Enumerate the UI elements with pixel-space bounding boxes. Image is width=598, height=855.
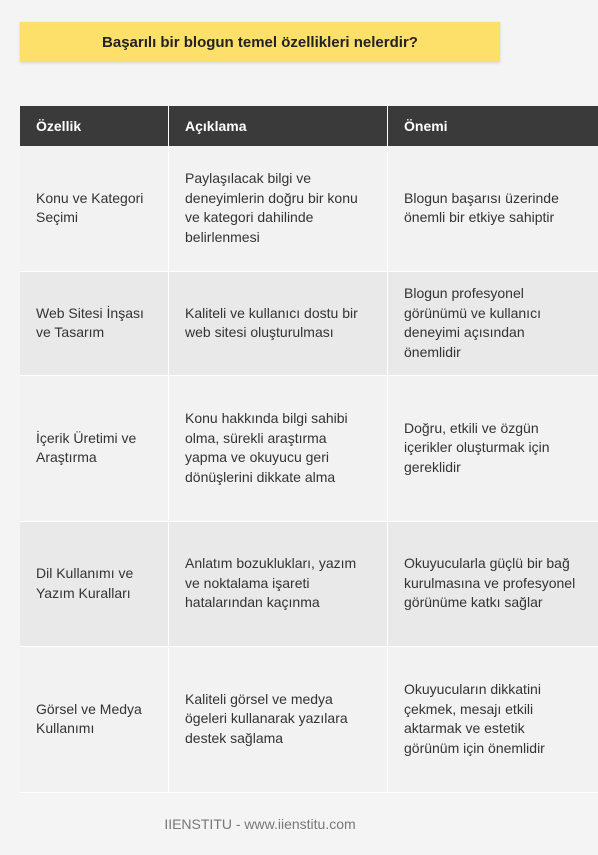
cell-feature: Web Sitesi İnşası ve Tasarım [20,271,169,375]
table-row [20,375,598,521]
cell-description: Kaliteli ve kullanıcı dostu bir web sitesi oluşturulması [169,271,388,375]
cell-importance: Okuyucularla güçlü bir bağ kurulmasına ve profesyonel görünüme katkı sağlar [388,521,598,646]
cell-feature: Dil Kullanımı ve Yazım Kuralları [20,521,169,646]
header-importance: Önemi [388,106,598,146]
cell-description: Paylaşılacak bilgi ve deneyimlerin doğru bir konu ve kategori dahilinde belirlenmesi [169,146,388,271]
cell-feature: Görsel ve Medya Kullanımı [20,646,169,792]
cell-importance: Okuyucuların dikkatini çekmek, mesajı etkili aktarmak ve estetik görünüm için önemlidir [388,646,598,792]
cell-description: Kaliteli görsel ve medya ögeleri kullanarak yazılara destek sağlama [169,646,388,792]
cell-description: Konu hakkında bilgi sahibi olma, sürekli araştırma yapma ve okuyucu geri dönüşlerini dikkate alma [169,375,388,521]
cell-feature: İçerik Üretimi ve Araştırma [20,375,169,521]
table-row [20,271,598,375]
footer-credit: IIENSTITU - www.iienstitu.com [164,816,356,832]
table-row [20,646,598,792]
table-row [20,521,598,646]
table-row [20,146,598,271]
cell-description: Anlatım bozuklukları, yazım ve noktalama işareti hatalarından kaçınma [169,521,388,646]
features-table [20,106,598,793]
cell-importance: Blogun başarısı üzerinde önemli bir etkiye sahiptir [388,146,598,271]
cell-importance: Doğru, etkili ve özgün içerikler oluşturmak için gereklidir [388,375,598,521]
cell-importance: Blogun profesyonel görünümü ve kullanıcı deneyimi açısından önemlidir [388,271,598,375]
page-title: Başarılı bir blogun temel özellikleri nelerdir? [102,33,418,51]
title-banner [20,22,500,62]
cell-feature: Konu ve Kategori Seçimi [20,146,169,271]
table-header-row [20,106,598,146]
header-feature: Özellik [20,106,169,146]
header-description: Açıklama [169,106,388,146]
